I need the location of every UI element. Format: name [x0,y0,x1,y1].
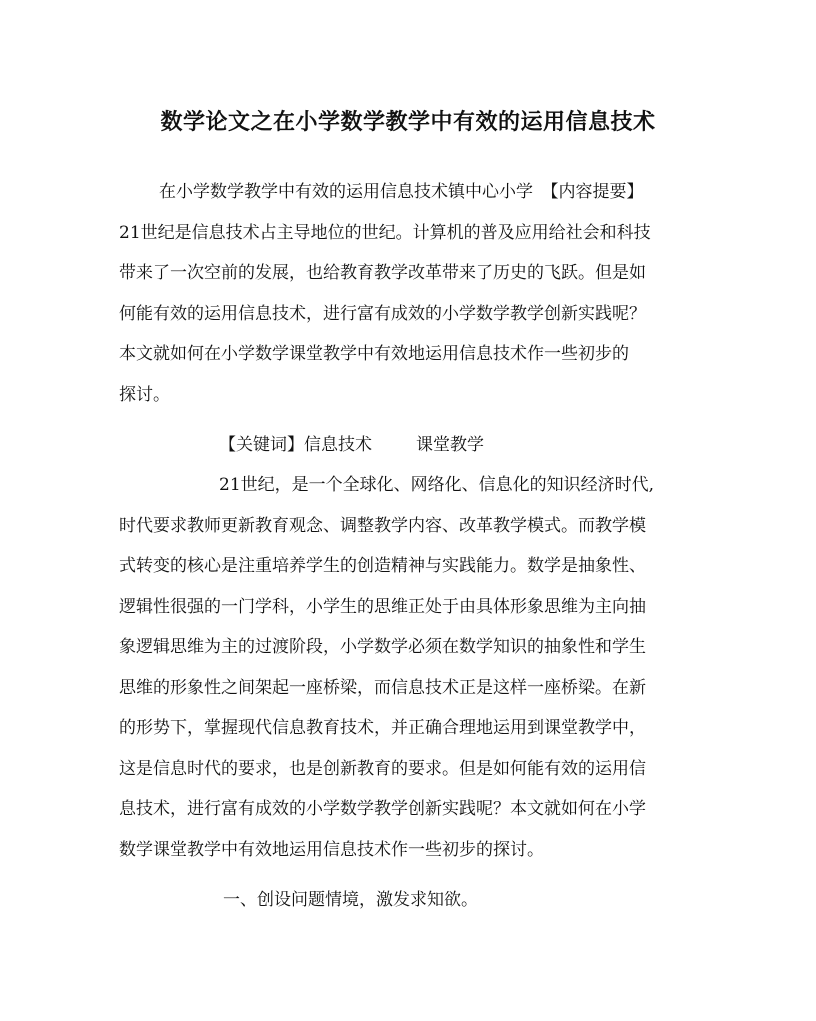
intro-line: 象逻辑思维为主的过渡阶段，小学数学必须在数学知识的抽象性和学生 [119,637,646,657]
intro-line: 这是信息时代的要求，也是创新教育的要求。但是如何能有效的运用信 [119,758,646,779]
abstract-line: 21世纪是信息技术占主导地位的世纪。计算机的普及应用给社会和科技 [119,222,651,243]
intro-line: 式转变的核心是注重培养学生的创造精神与实践能力。数学是抽象性、 [119,556,646,576]
intro-line: 时代要求教师更新教育观念、调整教学内容、改革教学模式。而教学模 [119,515,646,536]
intro-paragraph [119,465,697,870]
intro-line: 思维的形象性之间架起一座桥梁，而信息技术正是这样一座桥梁。在新 [119,677,646,698]
abstract-line: 在小学数学教学中有效的运用信息技术镇中心小学 【内容提要】 [159,182,644,202]
section-heading: 一、创设问题情境，激发求知欲。 [223,890,478,910]
intro-line: 21世纪，是一个全球化、网络化、信息化的知识经济时代, [219,475,655,495]
intro-line: 逻辑性很强的一门学科，小学生的思维正处于由具体形象思维为主向抽 [119,596,646,617]
abstract-paragraph [119,172,697,415]
intro-line: 数学课堂教学中有效地运用信息技术作一些初步的探讨。 [119,839,544,860]
abstract-line: 探讨。 [119,384,170,405]
document-title: 数学论文之在小学数学教学中有效的运用信息技术 [160,109,656,135]
abstract-line: 带来了一次空前的发展，也给教育教学改革带来了历史的飞跃。但是如 [119,263,646,283]
intro-line: 息技术，进行富有成效的小学数学教学创新实践呢？本文就如何在小学 [119,799,646,819]
keywords-line [119,425,697,466]
abstract-line: 何能有效的运用信息技术，进行富有成效的小学数学教学创新实践呢？ [119,303,646,324]
keyword-item: 课堂教学 [416,435,484,455]
abstract-line: 本文就如何在小学数学课堂教学中有效地运用信息技术作一些初步的 [119,344,629,364]
intro-line: 的形势下，掌握现代信息教育技术，并正确合理地运用到课堂教学中， [119,718,646,738]
keywords-label: 【关键词】信息技术 [219,435,372,455]
